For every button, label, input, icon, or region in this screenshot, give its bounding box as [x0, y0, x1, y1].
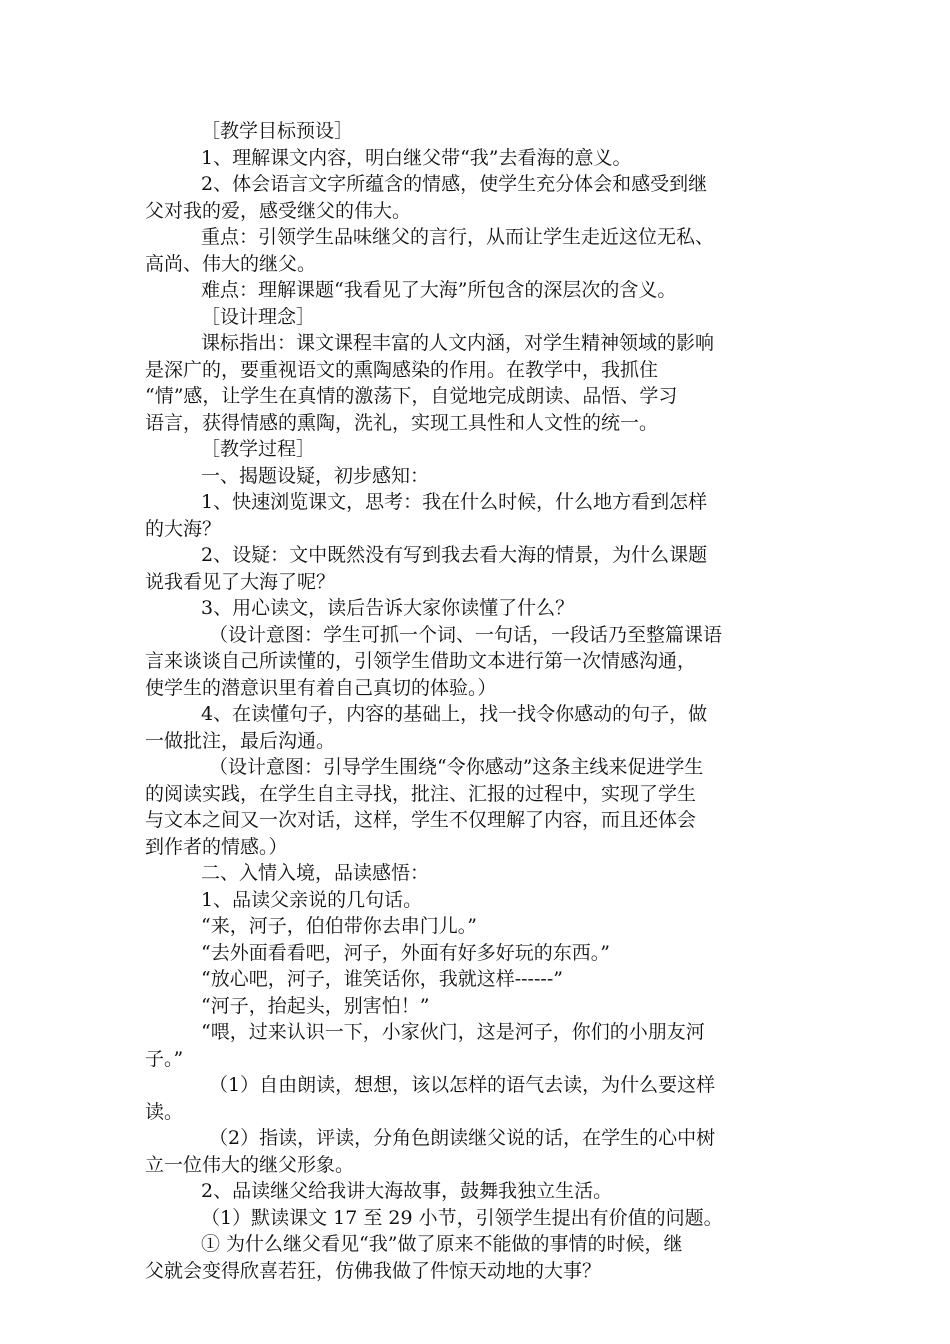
text-line: 的大海？	[145, 517, 222, 540]
text-line: 2、设疑：文中既然没有写到我去看大海的情景，为什么课题	[201, 544, 708, 566]
text-line: 言来谈谈自己所读懂的，引领学生借助文本进行第一次情感沟通，	[145, 650, 697, 672]
text-line: “河子，抬起头，别害怕！”	[201, 994, 430, 1017]
text-line: “来，河子，伯伯带你去串门儿。”	[201, 915, 477, 937]
text-line: 说我看见了大海了呢？	[145, 570, 336, 593]
text-line: 1、理解课文内容，明白继父带“我”去看海的意义。	[201, 146, 632, 169]
text-line: 使学生的潜意识里有着自己真切的体验。）	[145, 676, 497, 699]
text-line: 子。”	[145, 1047, 184, 1070]
text-line: ［教学过程］	[201, 438, 316, 460]
text-line: ［设计理念］	[201, 305, 316, 328]
text-line: 1、品读父亲说的几句话。	[201, 888, 423, 911]
text-line: 与文本之间又一次对话，这样，学生不仅理解了内容，而且还体会	[145, 809, 697, 831]
text-line: 2、品读继父给我讲大海故事，鼓舞我独立生活。	[201, 1180, 613, 1202]
text-line: 4、在读懂句子，内容的基础上，找一找令你感动的句子，做	[201, 703, 708, 725]
text-line: 父就会变得欣喜若狂，仿佛我做了件惊天动地的大事？	[145, 1259, 602, 1282]
text-line: 一做批注，最后沟通。	[145, 729, 336, 752]
text-line: 父对我的爱，感受继父的伟大。	[145, 199, 412, 222]
text-line: （1）自由朗读，想想，该以怎样的语气去读，为什么要这样	[209, 1074, 716, 1096]
text-line: 的阅读实践，在学生自主寻找，批注、汇报的过程中，实现了学生	[145, 782, 697, 805]
text-line: （设计意图：引导学生围绕“令你感动”这条主线来促进学生	[209, 756, 704, 778]
text-line: 课标指出：课文课程丰富的人文内涵，对学生精神领域的影响	[201, 332, 715, 354]
text-line: 语言，获得情感的熏陶，洗礼，实现工具性和人文性的统一。	[145, 411, 659, 434]
text-line: “放心吧，河子，谁笑话你，我就这样------”	[201, 968, 563, 990]
text-line: 二、入情入境，品读感悟：	[201, 862, 430, 884]
text-line: 立一位伟大的继父形象。	[145, 1153, 355, 1176]
text-line: “情”感，让学生在真情的激荡下，自觉地完成朗读、品悟、学习	[145, 385, 678, 407]
text-line: 3、用心读文，读后告诉大家你读懂了什么？	[201, 597, 575, 619]
text-line: （1）默读课文 17 至 29 小节，引领学生提出有价值的问题。	[201, 1206, 723, 1229]
text-line: （设计意图：学生可抓一个词、一句话，一段话乃至整篇课语	[209, 623, 723, 646]
text-line: ［教学目标预设］	[201, 120, 354, 142]
text-line: 2、体会语言文字所蕴含的情感，使学生充分体会和感受到继	[201, 173, 708, 195]
text-line: 到作者的情感。）	[145, 835, 288, 858]
text-line: 一、揭题设疑，初步感知：	[201, 464, 430, 487]
document-body	[145, 118, 807, 1284]
text-line: ① 为什么继父看见“我”做了原来不能做的事情的时候，继	[201, 1233, 683, 1255]
text-line: 高尚、伟大的继父。	[145, 252, 317, 275]
text-line: 重点：引领学生品味继父的言行，从而让学生走近这位无私、	[201, 226, 715, 248]
text-line: “喂，过来认识一下，小家伙门，这是河子，你们的小朋友河	[201, 1021, 705, 1043]
text-line: “去外面看看吧，河子，外面有好多好玩的东西。”	[201, 941, 610, 964]
text-line: （2）指读，评读，分角色朗读继父说的话，在学生的心中树	[209, 1127, 716, 1149]
text-line: 读。	[145, 1100, 184, 1123]
text-line: 难点：理解课题“我看见了大海”所包含的深层次的含义。	[201, 279, 677, 301]
text-line: 1、快速浏览课文，思考：我在什么时候，什么地方看到怎样	[201, 491, 708, 513]
text-line: 是深广的，要重视语文的熏陶感染的作用。在教学中，我抓住	[145, 358, 659, 381]
